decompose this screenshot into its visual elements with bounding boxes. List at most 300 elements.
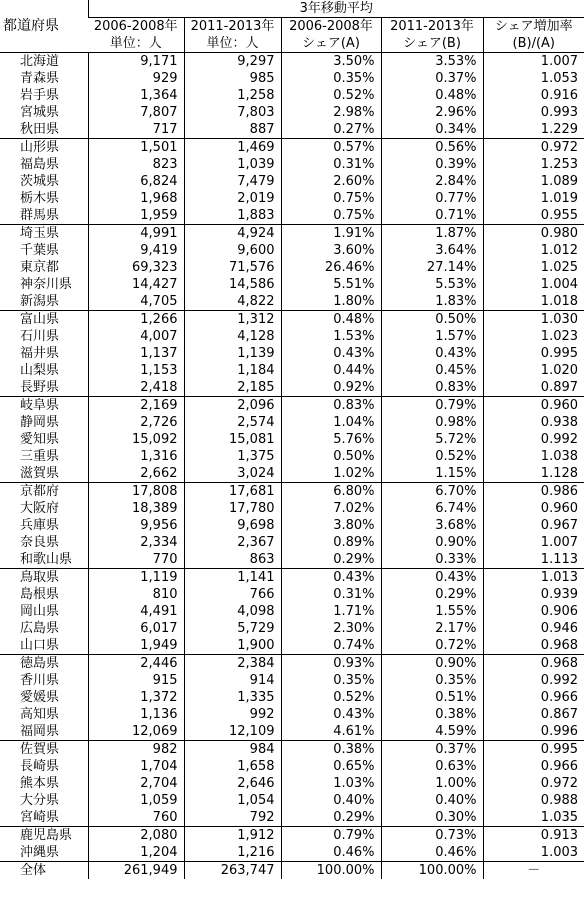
value-2006-2008: 17,808: [88, 483, 184, 501]
value-2011-2013: 1,883: [184, 207, 281, 225]
share-b: 1.00%: [381, 775, 483, 792]
table-row: [0, 173, 584, 190]
col2-header-line2: 単位：人: [184, 35, 281, 53]
share-b: 3.53%: [381, 53, 483, 71]
share-a: 0.29%: [281, 551, 381, 569]
col4-header-line2: シェア(B): [381, 35, 483, 53]
value-2006-2008: 1,266: [88, 311, 184, 329]
prefecture-name: 鹿児島県: [0, 827, 88, 845]
total-share-a: 100.00%: [281, 862, 381, 880]
value-2011-2013: 2,384: [184, 655, 281, 673]
value-2011-2013: 17,681: [184, 483, 281, 501]
share-b: 5.53%: [381, 276, 483, 293]
share-growth: 0.995: [483, 741, 584, 759]
table-row: [0, 603, 584, 620]
share-b: 0.51%: [381, 689, 483, 706]
prefecture-name: 宮崎県: [20, 810, 60, 825]
share-growth: 0.960: [483, 500, 584, 517]
table-row: [0, 517, 584, 534]
share-growth: 1.020: [483, 362, 584, 379]
share-a: 0.35%: [281, 70, 381, 87]
share-a: 1.02%: [281, 465, 381, 483]
table-row: [0, 483, 584, 501]
share-a: 1.91%: [281, 225, 381, 243]
table-row: [0, 345, 584, 362]
prefecture-name: 静岡県: [20, 415, 60, 430]
share-growth: 0.946: [483, 620, 584, 637]
value-2011-2013: 863: [184, 551, 281, 569]
share-a: 0.48%: [281, 311, 381, 329]
table-row: [0, 431, 584, 448]
share-growth: 0.972: [483, 139, 584, 157]
value-2006-2008: 1,137: [88, 345, 184, 362]
share-a: 26.46%: [281, 259, 381, 276]
value-2006-2008: 1,316: [88, 448, 184, 465]
value-2006-2008: 770: [88, 551, 184, 569]
share-b: 0.35%: [381, 672, 483, 689]
share-growth: 1.089: [483, 173, 584, 190]
share-a: 5.51%: [281, 276, 381, 293]
table-row: [0, 775, 584, 792]
table-row: [0, 637, 584, 655]
share-a: 3.60%: [281, 242, 381, 259]
table-row: [0, 586, 584, 603]
share-a: 6.80%: [281, 483, 381, 501]
value-2006-2008: 6,824: [88, 173, 184, 190]
value-2011-2013: 9,600: [184, 242, 281, 259]
value-2006-2008: 1,968: [88, 190, 184, 207]
table-row: [0, 792, 584, 809]
share-a: 0.52%: [281, 87, 381, 104]
share-a: 0.75%: [281, 207, 381, 225]
value-2011-2013: 2,646: [184, 775, 281, 792]
share-growth: 1.012: [483, 242, 584, 259]
table-row: [0, 70, 584, 87]
share-growth: 0.906: [483, 603, 584, 620]
share-growth: 0.960: [483, 397, 584, 415]
value-2006-2008: 4,007: [88, 328, 184, 345]
value-2006-2008: 760: [88, 809, 184, 827]
value-2006-2008: 1,501: [88, 139, 184, 157]
table-row: [0, 104, 584, 121]
prefecture-name: 大分県: [20, 793, 60, 808]
share-b: 2.84%: [381, 173, 483, 190]
share-growth: 0.992: [483, 672, 584, 689]
value-2011-2013: 914: [184, 672, 281, 689]
total-share-growth: －: [483, 862, 584, 880]
prefecture-name: 群馬県: [20, 208, 60, 223]
value-2006-2008: 1,119: [88, 569, 184, 587]
table-row: [0, 448, 584, 465]
share-a: 1.71%: [281, 603, 381, 620]
table-row: [0, 242, 584, 259]
share-growth: 0.966: [483, 758, 584, 775]
total-row: [0, 862, 584, 880]
table-row: [0, 551, 584, 569]
share-a: 5.76%: [281, 431, 381, 448]
share-a: 1.04%: [281, 414, 381, 431]
value-2006-2008: 2,662: [88, 465, 184, 483]
table-row: [0, 259, 584, 276]
share-b: 1.55%: [381, 603, 483, 620]
prefecture-name: 三重県: [20, 449, 60, 464]
share-b: 0.29%: [381, 586, 483, 603]
share-b: 0.83%: [381, 379, 483, 397]
prefecture-name: 神奈川県: [20, 277, 73, 292]
share-growth: 1.004: [483, 276, 584, 293]
share-b: 0.43%: [381, 569, 483, 587]
share-growth: 0.980: [483, 225, 584, 243]
col3-header-line2: シェア(A): [281, 35, 381, 53]
share-growth: 0.867: [483, 706, 584, 723]
table-row: [0, 328, 584, 345]
value-2006-2008: 4,491: [88, 603, 184, 620]
prefecture-name: 茨城県: [20, 174, 60, 189]
table-row: [0, 809, 584, 827]
value-2006-2008: 2,726: [88, 414, 184, 431]
table-row: [0, 207, 584, 225]
value-2011-2013: 2,367: [184, 534, 281, 551]
table-row: [0, 414, 584, 431]
value-2011-2013: 1,312: [184, 311, 281, 329]
prefecture-name: 東京都: [20, 260, 60, 275]
col2-header-line1: 2011-2013年: [184, 18, 281, 36]
value-2006-2008: 1,959: [88, 207, 184, 225]
prefecture-name: 栃木県: [20, 191, 60, 206]
table-row: [0, 225, 584, 243]
share-b: 6.74%: [381, 500, 483, 517]
table-row: [0, 844, 584, 862]
table-row: [0, 534, 584, 551]
prefecture-name: 兵庫県: [20, 518, 60, 533]
share-growth: 0.993: [483, 104, 584, 121]
col4-header-line1: 2011-2013年: [381, 18, 483, 36]
value-2011-2013: 3,024: [184, 465, 281, 483]
prefecture-name: 千葉県: [20, 243, 60, 258]
share-a: 0.57%: [281, 139, 381, 157]
table-row: [0, 758, 584, 775]
table-row: [0, 87, 584, 104]
share-a: 0.83%: [281, 397, 381, 415]
share-growth: 0.897: [483, 379, 584, 397]
share-growth: 0.968: [483, 637, 584, 655]
prefecture-name: 岡山県: [20, 604, 60, 619]
share-growth: 1.025: [483, 259, 584, 276]
share-a: 0.43%: [281, 706, 381, 723]
table-row: [0, 741, 584, 759]
share-growth: 0.939: [483, 586, 584, 603]
table-row: [0, 139, 584, 157]
table-row: [0, 655, 584, 673]
value-2011-2013: 1,658: [184, 758, 281, 775]
prefecture-name: 和歌山県: [20, 552, 73, 567]
col1-header-line2: 単位：人: [88, 35, 184, 53]
value-2011-2013: 4,924: [184, 225, 281, 243]
value-2011-2013: 4,128: [184, 328, 281, 345]
value-2011-2013: 1,039: [184, 156, 281, 173]
value-2006-2008: 1,704: [88, 758, 184, 775]
share-b: 0.50%: [381, 311, 483, 329]
value-2006-2008: 810: [88, 586, 184, 603]
table-row: [0, 379, 584, 397]
share-b: 0.39%: [381, 156, 483, 173]
share-b: 0.71%: [381, 207, 483, 225]
table-header: [0, 0, 584, 53]
share-growth: 1.053: [483, 70, 584, 87]
share-b: 0.73%: [381, 827, 483, 845]
share-a: 0.74%: [281, 637, 381, 655]
prefecture-name: 岐阜県: [0, 397, 88, 415]
table-row: [0, 723, 584, 741]
share-a: 2.30%: [281, 620, 381, 637]
col1-header-line1: 2006-2008年: [93, 19, 178, 34]
value-2011-2013: 1,469: [184, 139, 281, 157]
share-a: 0.89%: [281, 534, 381, 551]
table-row: [0, 121, 584, 139]
value-2006-2008: 7,807: [88, 104, 184, 121]
value-2006-2008: 1,153: [88, 362, 184, 379]
value-2011-2013: 2,019: [184, 190, 281, 207]
value-2011-2013: 766: [184, 586, 281, 603]
share-growth: 1.030: [483, 311, 584, 329]
value-2011-2013: 1,184: [184, 362, 281, 379]
table-row: [0, 500, 584, 517]
share-growth: 0.916: [483, 87, 584, 104]
total-value-2011-2013: 263,747: [184, 862, 281, 880]
share-a: 2.60%: [281, 173, 381, 190]
share-b: 0.37%: [381, 741, 483, 759]
share-a: 3.80%: [281, 517, 381, 534]
value-2011-2013: 17,780: [184, 500, 281, 517]
value-2006-2008: 1,949: [88, 637, 184, 655]
share-a: 2.98%: [281, 104, 381, 121]
value-2011-2013: 71,576: [184, 259, 281, 276]
prefecture-name: 愛知県: [20, 432, 60, 447]
value-2011-2013: 15,081: [184, 431, 281, 448]
value-2011-2013: 1,141: [184, 569, 281, 587]
share-growth: 0.972: [483, 775, 584, 792]
prefecture-name: 宮城県: [20, 105, 60, 120]
share-b: 0.34%: [381, 121, 483, 139]
value-2011-2013: 7,803: [184, 104, 281, 121]
value-2006-2008: 6,017: [88, 620, 184, 637]
value-2011-2013: 9,297: [184, 53, 281, 71]
value-2011-2013: 1,375: [184, 448, 281, 465]
prefecture-name: 富山県: [0, 311, 88, 329]
share-growth: 0.913: [483, 827, 584, 845]
share-b: 0.46%: [381, 844, 483, 862]
value-2006-2008: 2,334: [88, 534, 184, 551]
prefecture-header: 都道府県: [0, 0, 88, 53]
value-2011-2013: 4,098: [184, 603, 281, 620]
share-b: 0.90%: [381, 534, 483, 551]
table-row: [0, 362, 584, 379]
table-row: [0, 706, 584, 723]
prefecture-name: 長崎県: [20, 759, 60, 774]
value-2011-2013: 4,822: [184, 293, 281, 311]
table-row: [0, 689, 584, 706]
share-b: 1.57%: [381, 328, 483, 345]
value-2006-2008: 2,704: [88, 775, 184, 792]
share-a: 0.65%: [281, 758, 381, 775]
share-a: 4.61%: [281, 723, 381, 741]
share-b: 3.68%: [381, 517, 483, 534]
share-a: 0.75%: [281, 190, 381, 207]
share-growth: 0.988: [483, 792, 584, 809]
share-a: 7.02%: [281, 500, 381, 517]
value-2006-2008: 915: [88, 672, 184, 689]
value-2011-2013: 7,479: [184, 173, 281, 190]
share-b: 2.17%: [381, 620, 483, 637]
share-a: 0.44%: [281, 362, 381, 379]
prefecture-name: 愛媛県: [20, 690, 60, 705]
prefecture-name: 高知県: [20, 707, 60, 722]
share-a: 0.92%: [281, 379, 381, 397]
prefecture-name: 山梨県: [20, 363, 60, 378]
share-growth: 1.253: [483, 156, 584, 173]
share-b: 3.64%: [381, 242, 483, 259]
share-b: 0.90%: [381, 655, 483, 673]
prefecture-name: 新潟県: [20, 294, 60, 309]
value-2006-2008: 717: [88, 121, 184, 139]
share-growth: 1.113: [483, 551, 584, 569]
value-2011-2013: 1,335: [184, 689, 281, 706]
share-growth: 0.995: [483, 345, 584, 362]
value-2006-2008: 12,069: [88, 723, 184, 741]
share-a: 0.43%: [281, 345, 381, 362]
prefecture-name: 大阪府: [20, 501, 60, 516]
share-growth: 0.938: [483, 414, 584, 431]
share-growth: 1.007: [483, 534, 584, 551]
table-row: [0, 276, 584, 293]
value-2011-2013: 1,139: [184, 345, 281, 362]
share-growth: 1.013: [483, 569, 584, 587]
value-2006-2008: 18,389: [88, 500, 184, 517]
table-row: [0, 311, 584, 329]
value-2006-2008: 982: [88, 741, 184, 759]
share-b: 0.63%: [381, 758, 483, 775]
table-row: [0, 465, 584, 483]
value-2011-2013: 1,216: [184, 844, 281, 862]
value-2006-2008: 1,059: [88, 792, 184, 809]
share-b: 1.83%: [381, 293, 483, 311]
share-b: 0.79%: [381, 397, 483, 415]
prefecture-name: 滋賀県: [20, 466, 60, 481]
value-2006-2008: 9,956: [88, 517, 184, 534]
table-row: [0, 190, 584, 207]
col5-header-line1: シェア増加率: [483, 18, 584, 36]
value-2006-2008: 2,418: [88, 379, 184, 397]
share-a: 1.80%: [281, 293, 381, 311]
prefecture-name: 北海道: [20, 54, 60, 69]
total-label: 全体: [0, 862, 88, 880]
value-2011-2013: 2,185: [184, 379, 281, 397]
table-row: [0, 672, 584, 689]
share-a: 0.79%: [281, 827, 381, 845]
share-a: 0.35%: [281, 672, 381, 689]
prefecture-name: 山口県: [20, 638, 60, 653]
value-2006-2008: 1,204: [88, 844, 184, 862]
share-growth: 1.003: [483, 844, 584, 862]
table-row: [0, 569, 584, 587]
value-2006-2008: 1,136: [88, 706, 184, 723]
table-row: [0, 293, 584, 311]
share-growth: 0.986: [483, 483, 584, 501]
prefecture-name: 青森県: [20, 71, 60, 86]
table-row: [0, 53, 584, 71]
table-row: [0, 397, 584, 415]
share-growth: 0.967: [483, 517, 584, 534]
value-2011-2013: 9,698: [184, 517, 281, 534]
share-b: 1.87%: [381, 225, 483, 243]
share-b: 0.77%: [381, 190, 483, 207]
prefecture-name: 沖縄県: [20, 845, 60, 860]
prefecture-name: 奈良県: [20, 535, 60, 550]
value-2011-2013: 992: [184, 706, 281, 723]
share-growth: 1.018: [483, 293, 584, 311]
value-2011-2013: 792: [184, 809, 281, 827]
share-a: 1.53%: [281, 328, 381, 345]
value-2011-2013: 5,729: [184, 620, 281, 637]
share-a: 0.31%: [281, 586, 381, 603]
share-growth: 1.007: [483, 53, 584, 71]
value-2011-2013: 1,258: [184, 87, 281, 104]
value-2006-2008: 4,705: [88, 293, 184, 311]
share-a: 3.50%: [281, 53, 381, 71]
value-2011-2013: 1,054: [184, 792, 281, 809]
table-total: [0, 862, 584, 880]
prefecture-name: 福岡県: [20, 724, 60, 739]
value-2011-2013: 985: [184, 70, 281, 87]
share-a: 0.52%: [281, 689, 381, 706]
share-growth: 0.996: [483, 723, 584, 741]
share-a: 0.29%: [281, 809, 381, 827]
prefecture-name: 島根県: [20, 587, 60, 602]
value-2011-2013: 2,574: [184, 414, 281, 431]
value-2006-2008: 823: [88, 156, 184, 173]
share-b: 0.45%: [381, 362, 483, 379]
share-b: 0.30%: [381, 809, 483, 827]
value-2011-2013: 12,109: [184, 723, 281, 741]
share-b: 0.72%: [381, 637, 483, 655]
prefecture-name: 石川県: [20, 329, 60, 344]
table-row: [0, 827, 584, 845]
share-a: 0.43%: [281, 569, 381, 587]
table-row: [0, 620, 584, 637]
share-b: 0.48%: [381, 87, 483, 104]
value-2006-2008: 2,169: [88, 397, 184, 415]
col3-header-line1: 2006-2008年: [281, 18, 381, 36]
value-2011-2013: 1,912: [184, 827, 281, 845]
share-b: 0.37%: [381, 70, 483, 87]
prefecture-name: 福島県: [20, 157, 60, 172]
share-b: 4.59%: [381, 723, 483, 741]
value-2006-2008: 1,372: [88, 689, 184, 706]
share-growth: 1.035: [483, 809, 584, 827]
share-growth: 0.992: [483, 431, 584, 448]
share-a: 0.31%: [281, 156, 381, 173]
share-growth: 1.019: [483, 190, 584, 207]
share-b: 2.96%: [381, 104, 483, 121]
value-2006-2008: 15,092: [88, 431, 184, 448]
value-2006-2008: 9,419: [88, 242, 184, 259]
col5-header-line2: (B)/(A): [483, 35, 584, 53]
total-value-2006-2008: 261,949: [88, 862, 184, 880]
prefecture-name: 鳥取県: [0, 569, 88, 587]
prefecture-name: 岩手県: [20, 88, 60, 103]
prefecture-name: 広島県: [20, 621, 60, 636]
share-a: 0.27%: [281, 121, 381, 139]
